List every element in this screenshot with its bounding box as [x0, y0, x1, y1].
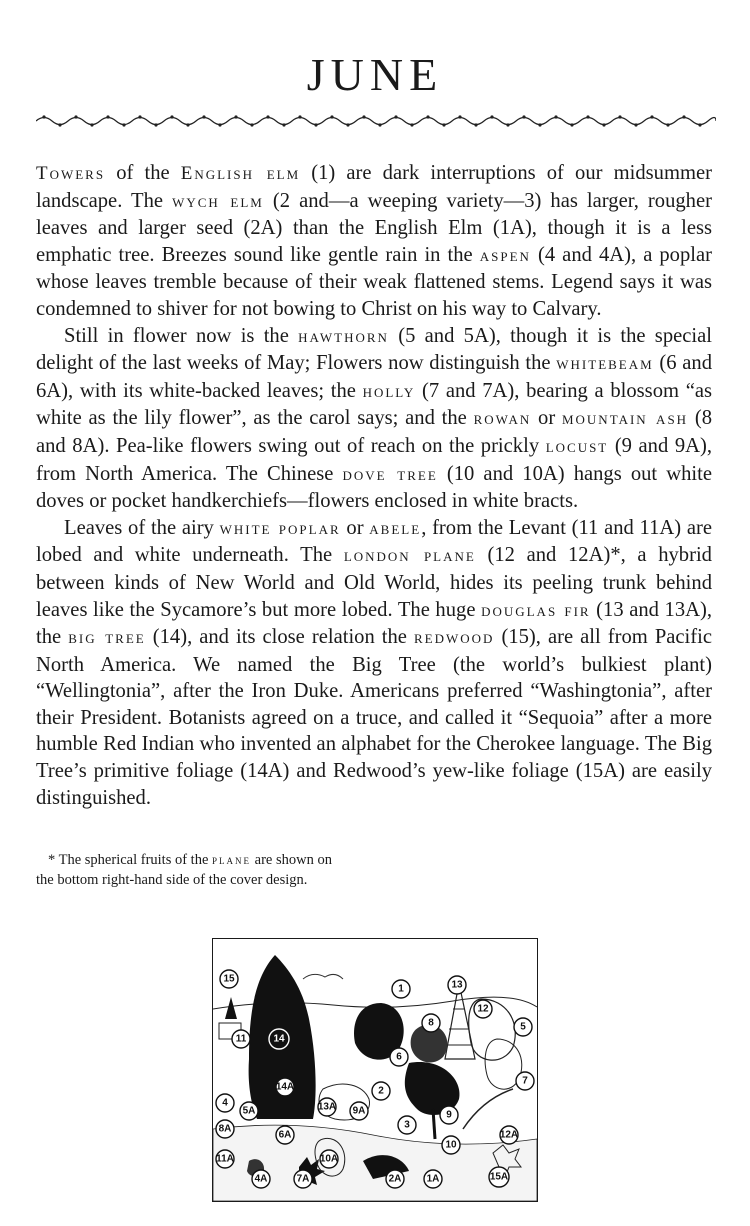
svg-text:10: 10	[445, 1139, 457, 1151]
svg-text:10A: 10A	[319, 1153, 339, 1165]
label-8	[422, 1014, 440, 1032]
svg-text:11: 11	[235, 1033, 247, 1045]
label-8a	[216, 1120, 234, 1138]
small-caps-term: london plane	[343, 545, 476, 567]
svg-text:11A: 11A	[216, 1153, 234, 1165]
svg-text:15: 15	[223, 973, 235, 985]
tree-illustration	[212, 938, 538, 1202]
label-11	[232, 1030, 250, 1048]
footnote-line-2: the bottom right-hand side of the cover design.	[36, 872, 308, 888]
svg-text:2A: 2A	[388, 1173, 402, 1185]
label-7a	[294, 1170, 312, 1188]
svg-text:7A: 7A	[296, 1173, 310, 1185]
label-3	[398, 1116, 416, 1134]
label-1	[392, 980, 410, 998]
article-body	[36, 160, 712, 811]
label-15a	[489, 1167, 509, 1187]
svg-text:14: 14	[273, 1033, 285, 1045]
svg-text:12A: 12A	[499, 1129, 519, 1141]
label-12	[474, 1000, 492, 1018]
small-caps-term: aspen	[479, 244, 531, 266]
svg-text:12: 12	[477, 1003, 489, 1015]
text-run: of the	[105, 162, 181, 184]
small-caps-term: redwood	[414, 627, 495, 649]
small-caps-term: mountain ash	[561, 408, 689, 430]
small-caps-term: abele	[369, 517, 422, 539]
text-run: or	[340, 516, 370, 539]
text-run: (8 and 8A). Pea-like flowers swing out of reach on the prickly	[36, 407, 712, 457]
text-run: (9 and 9A), from North America. The Chinese	[36, 434, 713, 485]
paragraph-2	[36, 323, 712, 515]
svg-text:5A: 5A	[242, 1105, 256, 1117]
svg-text:8A: 8A	[218, 1123, 232, 1135]
text-run: or	[531, 407, 562, 430]
text-run: * The spherical fruits of the	[48, 852, 213, 868]
label-2	[372, 1082, 390, 1100]
label-9a	[350, 1102, 368, 1120]
page-title: JUNE	[306, 49, 444, 100]
small-caps-term: plane	[212, 852, 252, 867]
text-run: (12 and 12A)*, a hybrid between kinds of New World and Old World, hides its peeling trunk behind leaves like the Sycamore’s but more lobed. The huge	[36, 544, 712, 621]
text-run: (10 and 10A) hangs out white doves or pocket handkerchiefs—flowers enclosed in white bracts.	[36, 462, 713, 513]
text-run: , from the Levant (11 and 11A) are lobed and white underneath. The	[36, 516, 712, 567]
cloud	[303, 974, 343, 979]
label-10	[442, 1136, 460, 1154]
label-13	[448, 976, 466, 994]
svg-text:13: 13	[451, 979, 463, 991]
svg-text:2: 2	[378, 1085, 384, 1097]
small-caps-term: English elm	[180, 163, 301, 184]
label-14	[269, 1029, 289, 1049]
small-caps-term: Towers	[36, 163, 106, 184]
label-14a	[276, 1078, 294, 1096]
footnote-line-1	[36, 850, 456, 870]
label-6a	[276, 1126, 294, 1144]
label-15	[220, 970, 238, 988]
svg-text:1: 1	[398, 983, 404, 995]
svg-text:7: 7	[522, 1075, 528, 1087]
decorative-rule	[36, 112, 716, 130]
small-caps-term: dove tree	[342, 463, 438, 485]
svg-text:9: 9	[446, 1109, 452, 1121]
text-run: (5 and 5A), though it is the special delight of the last weeks of May; Flowers now distinguish the	[36, 324, 712, 375]
svg-text:8: 8	[428, 1017, 434, 1029]
svg-text:6: 6	[396, 1051, 402, 1063]
text-run: (7 and 7A), bearing a blossom “as white as the lily flower”, as the carol says; and the	[36, 379, 712, 430]
svg-text:5: 5	[520, 1021, 526, 1033]
label-4a	[252, 1170, 270, 1188]
small-caps-term: wych elm	[172, 190, 264, 212]
svg-text:4: 4	[222, 1097, 228, 1109]
label-4	[216, 1094, 234, 1112]
label-13a	[318, 1098, 336, 1116]
svg-text:4A: 4A	[254, 1173, 268, 1185]
label-2a	[386, 1170, 404, 1188]
svg-text:14A: 14A	[275, 1081, 295, 1093]
paragraph-3	[36, 515, 712, 812]
small-caps-term: big tree	[68, 627, 146, 649]
svg-text:3: 3	[404, 1119, 410, 1131]
svg-text:15A: 15A	[489, 1171, 509, 1183]
text-run: Leaves of the airy	[64, 516, 220, 539]
label-5a	[240, 1102, 258, 1120]
label-7	[516, 1072, 534, 1090]
small-caps-term: whitebeam	[556, 353, 654, 375]
label-6	[390, 1048, 408, 1066]
footnote	[36, 850, 456, 890]
illustration-svg	[213, 939, 537, 1201]
svg-text:1A: 1A	[426, 1173, 440, 1185]
svg-text:9A: 9A	[352, 1105, 366, 1117]
label-11a	[216, 1150, 234, 1168]
label-5	[514, 1018, 532, 1036]
small-caps-term: locust	[545, 435, 609, 457]
label-10a	[320, 1150, 338, 1168]
text-run: (6 and 6A), with its white-backed leaves; the	[36, 352, 712, 402]
vine-ornament-line	[36, 118, 716, 125]
text-run: are shown on	[251, 852, 332, 868]
svg-text:13A: 13A	[317, 1101, 337, 1113]
text-run: (1) are dark interruptions of our midsummer landscape. The	[36, 162, 712, 212]
small-caps-term: rowan	[473, 408, 532, 430]
small-caps-term: white poplar	[219, 517, 341, 539]
small-caps-term: douglas fir	[481, 599, 591, 621]
label-12a	[500, 1126, 518, 1144]
svg-text:6A: 6A	[278, 1129, 292, 1141]
text-run: (13 and 13A), the	[36, 598, 712, 649]
text-run: Still in flower now is the	[64, 324, 299, 347]
locust-branch	[463, 1089, 513, 1129]
text-run: (15), are all from Pacific North America. We named the Big Tree (the world’s bulkiest plant) “Wellingtonia”, after the Iron Duke. Americans preferred “Washingtonia”, after their President. Botanists agreed on a truce, and called it “Sequoia” after a more humble Red Indian who invented an alphabet for the Cherokee language. The Big Tree’s primitive foliage (14A) and Redwood’s yew-like foliage (15A) are easily distinguished.	[36, 626, 713, 809]
redwood-tree	[225, 997, 237, 1019]
label-9	[440, 1106, 458, 1124]
label-1a	[424, 1170, 442, 1188]
paragraph-1	[36, 160, 712, 323]
douglas-fir	[445, 983, 475, 1059]
text-run: (2 and—a weeping variety—3) has larger, rougher leaves and larger seed (2A) than the English Elm (1A), though it is a less emphatic tree. Breezes sound like gentle rain in the	[36, 189, 712, 266]
small-caps-term: holly	[362, 380, 416, 402]
text-run: (4 and 4A), a poplar whose leaves tremble because of their weak flattened stems. Legend says it was condemned to shiver for not bowing to Christ on his way to Calvary.	[36, 243, 712, 320]
text-run: (14), and its close relation the	[145, 626, 414, 649]
small-caps-term: hawthorn	[298, 325, 389, 347]
